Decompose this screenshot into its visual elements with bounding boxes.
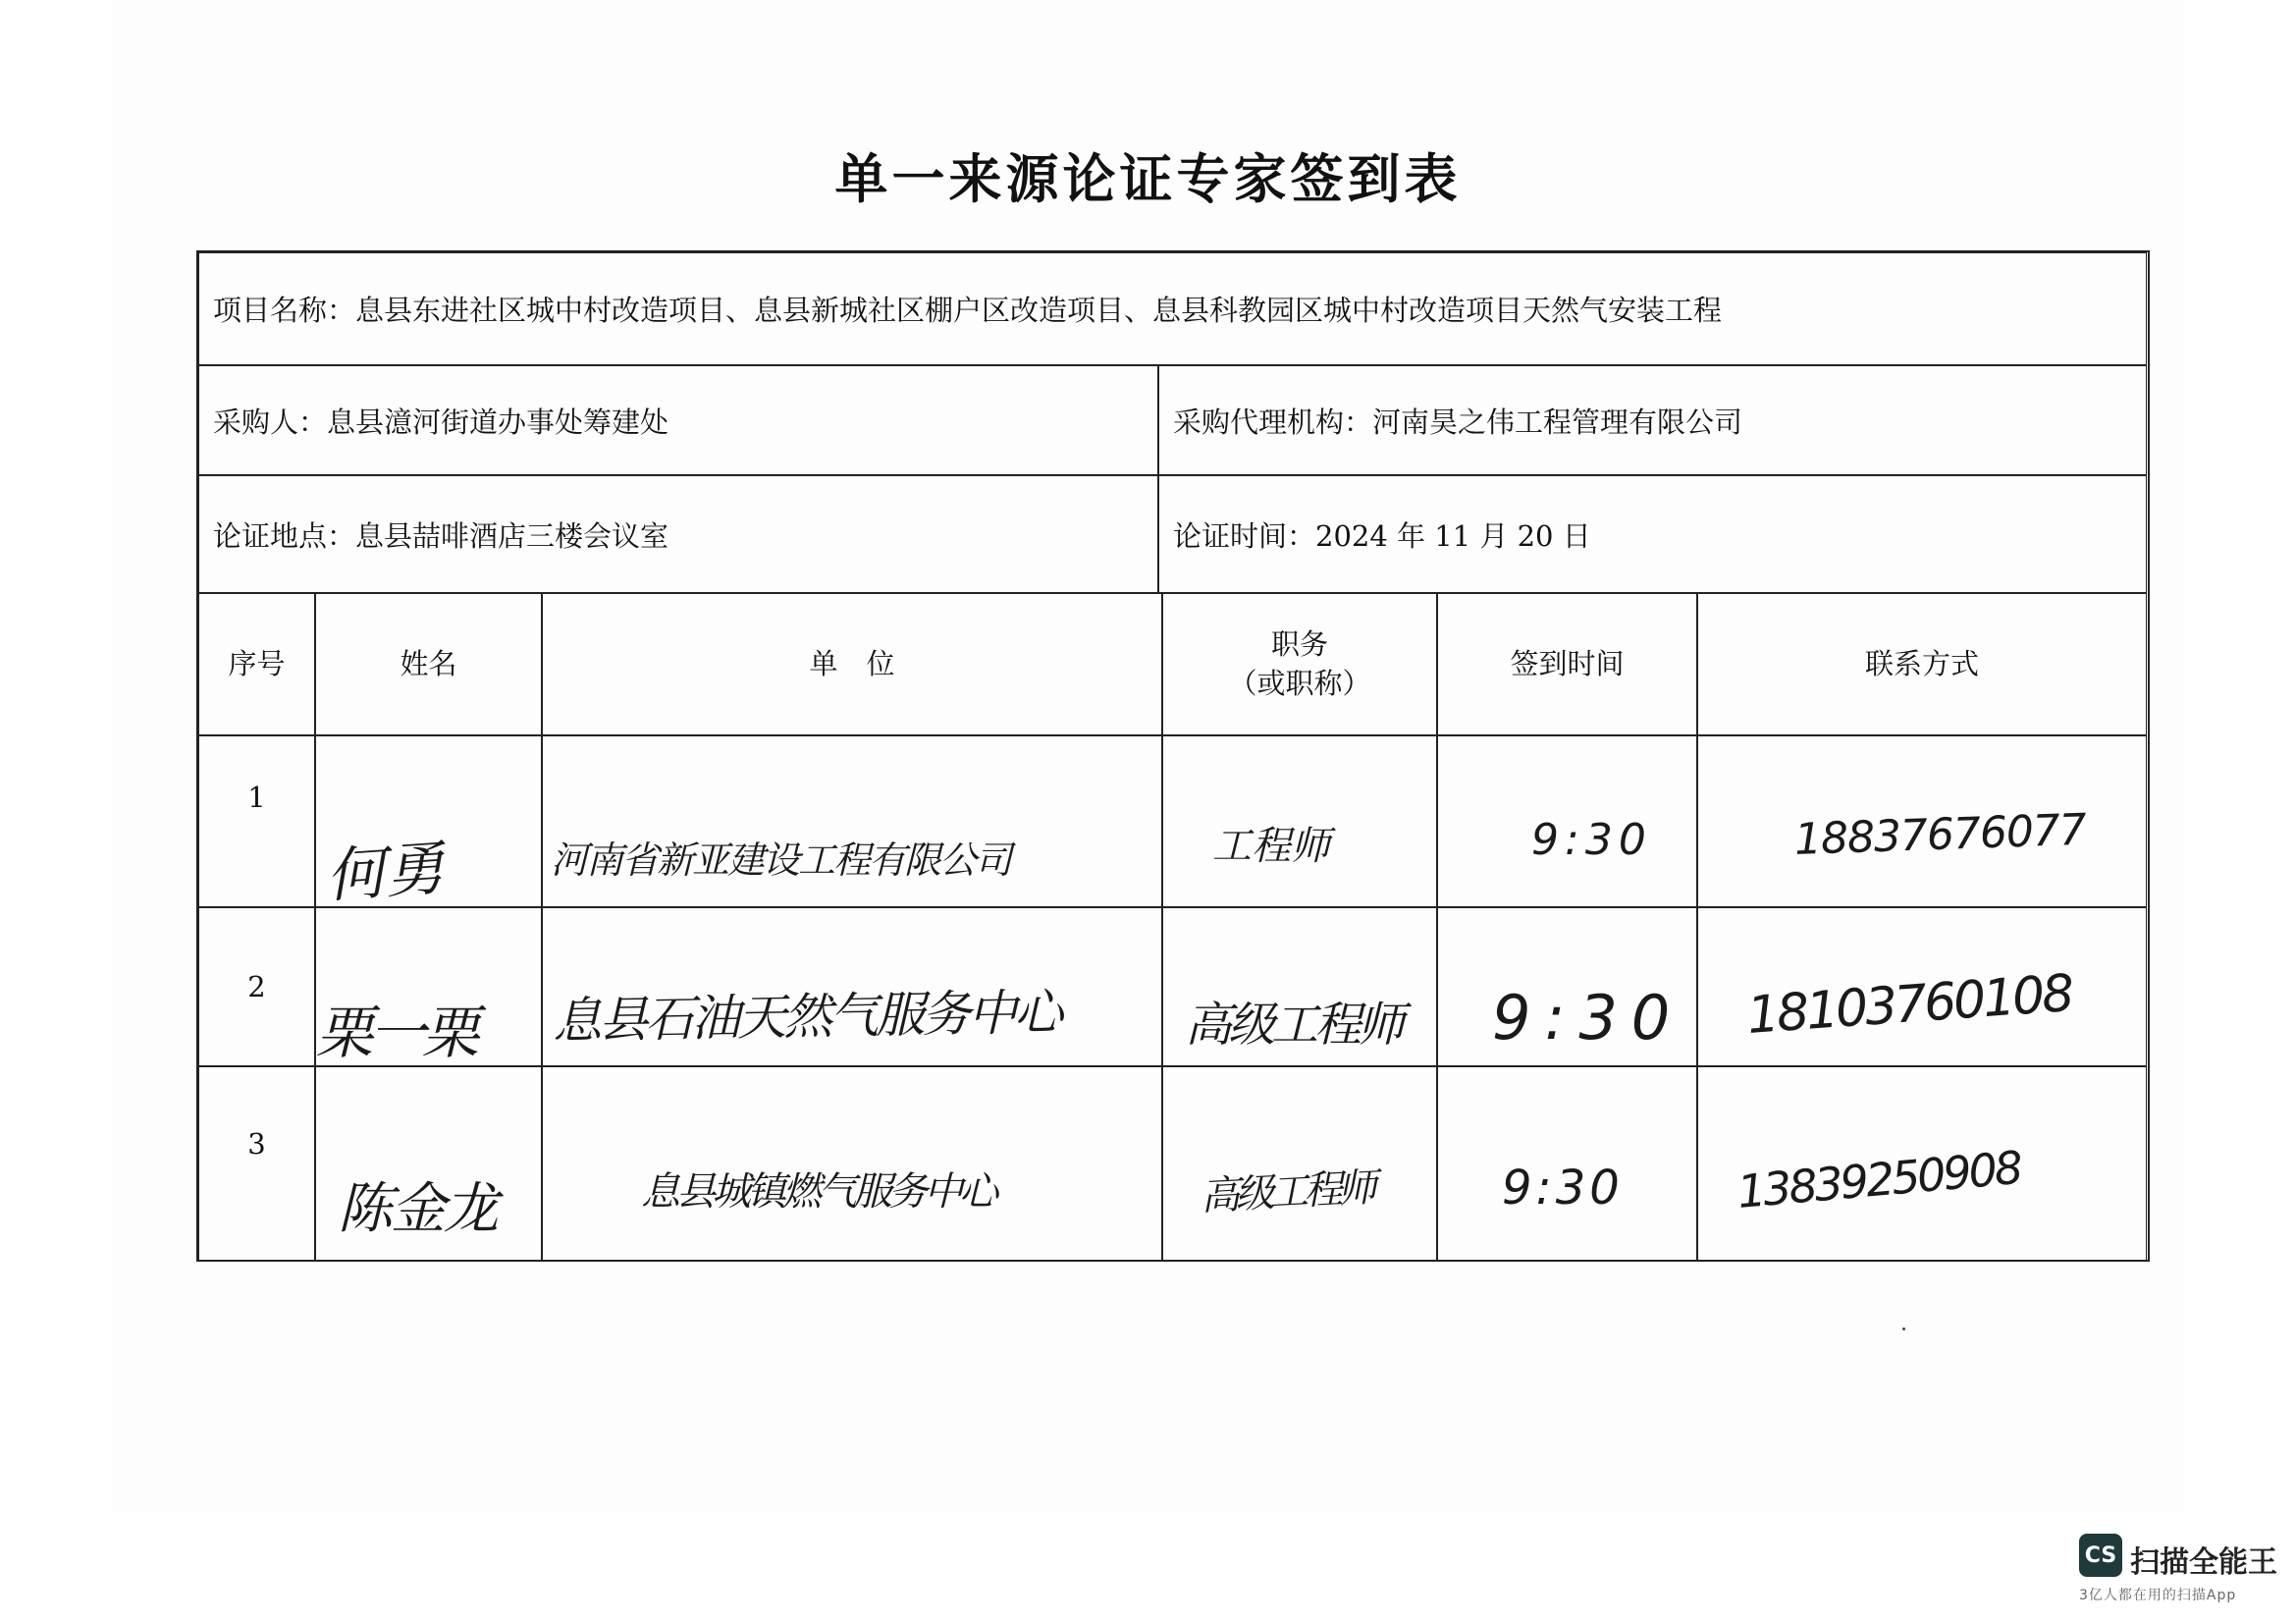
camscanner-logo-icon: CS xyxy=(2079,1534,2122,1577)
location: 论证地点：息县喆啡酒店三楼会议室 xyxy=(213,518,669,553)
meeting-time: 论证时间：2024 年 11 月 20 日 xyxy=(1173,518,1591,553)
header-position xyxy=(1162,593,1437,735)
row-seq: 3 xyxy=(247,1127,266,1161)
watermark-tagline: 3亿人都在用的扫描App xyxy=(2079,1588,2237,1603)
unit-cell xyxy=(542,1066,1162,1261)
unit-cell xyxy=(542,907,1162,1066)
table-row xyxy=(198,1066,315,1261)
scan-speck xyxy=(1902,1327,1905,1330)
header-contact xyxy=(1697,593,2147,735)
time-cell xyxy=(1158,475,2147,593)
position-cell xyxy=(1162,1066,1437,1261)
location-cell xyxy=(198,475,1158,593)
name-cell xyxy=(315,907,542,1066)
agency: 采购代理机构：河南昊之伟工程管理有限公司 xyxy=(1173,405,1743,439)
header-unit xyxy=(542,593,1162,735)
document-title: 单一来源论证专家签到表 xyxy=(834,147,1462,210)
time-cell-row xyxy=(1437,907,1697,1066)
header-signin-time xyxy=(1437,593,1697,735)
signature-name: 栗一栗 xyxy=(316,1000,476,1066)
header-position-label-1: 职务 xyxy=(1270,627,1328,662)
handwritten-position: 高级工程师 xyxy=(1185,998,1402,1053)
project-name: 项目名称：息县东进社区城中村改造项目、息县新城社区棚户区改造项目、息县科教园区城中村改造项目天然气安装工程 xyxy=(213,294,1723,327)
signature-name: 陈金龙 xyxy=(338,1177,497,1241)
handwritten-contact: 18837676077 xyxy=(1793,804,2087,865)
header-signin-time-label: 签到时间 xyxy=(1510,646,1625,680)
time-cell-row xyxy=(1437,735,1697,907)
purchaser: 采购人：息县澺河街道办事处筹建处 xyxy=(213,405,669,439)
project-name-cell xyxy=(198,252,2147,365)
handwritten-unit: 息县石油天然气服务中心 xyxy=(552,983,1061,1050)
contact-cell xyxy=(1697,735,2147,907)
agency-cell xyxy=(1158,365,2147,475)
handwritten-time: 9:30 xyxy=(1531,815,1652,865)
handwritten-unit: 河南省新亚建设工程有限公司 xyxy=(551,839,1011,882)
handwritten-position: 工程师 xyxy=(1212,824,1330,869)
header-name xyxy=(315,593,542,735)
header-unit-label: 单 位 xyxy=(809,646,895,680)
unit-cell xyxy=(542,735,1162,907)
purchaser-cell xyxy=(198,365,1158,475)
header-contact-label: 联系方式 xyxy=(1864,646,1979,680)
handwritten-time: 9:30 xyxy=(1492,982,1684,1054)
signin-table xyxy=(196,250,2150,1262)
name-cell xyxy=(315,735,542,911)
name-cell xyxy=(315,1066,542,1261)
row-seq: 2 xyxy=(247,970,266,1003)
handwritten-position: 高级工程师 xyxy=(1199,1164,1374,1219)
watermark-app-name: 扫描全能王 xyxy=(2130,1545,2277,1580)
header-seq-label: 序号 xyxy=(228,646,286,680)
header-position-label-2: （或职称） xyxy=(1228,666,1371,700)
header-name-label: 姓名 xyxy=(400,646,457,680)
contact-cell xyxy=(1697,907,2147,1066)
position-cell xyxy=(1162,735,1437,907)
time-cell-row xyxy=(1437,1066,1697,1261)
header-seq xyxy=(198,593,315,735)
contact-cell xyxy=(1697,1066,2147,1261)
handwritten-contact: 18103760108 xyxy=(1744,963,2074,1046)
handwritten-contact: 13839250908 xyxy=(1735,1140,2023,1218)
handwritten-time: 9:30 xyxy=(1502,1161,1624,1216)
table-row xyxy=(198,907,315,1066)
position-cell xyxy=(1162,907,1437,1066)
table-row xyxy=(198,735,315,907)
handwritten-unit: 息县城镇燃气服务中心 xyxy=(641,1169,994,1215)
signature-name: 何勇 xyxy=(323,834,447,911)
row-seq: 1 xyxy=(247,780,266,814)
